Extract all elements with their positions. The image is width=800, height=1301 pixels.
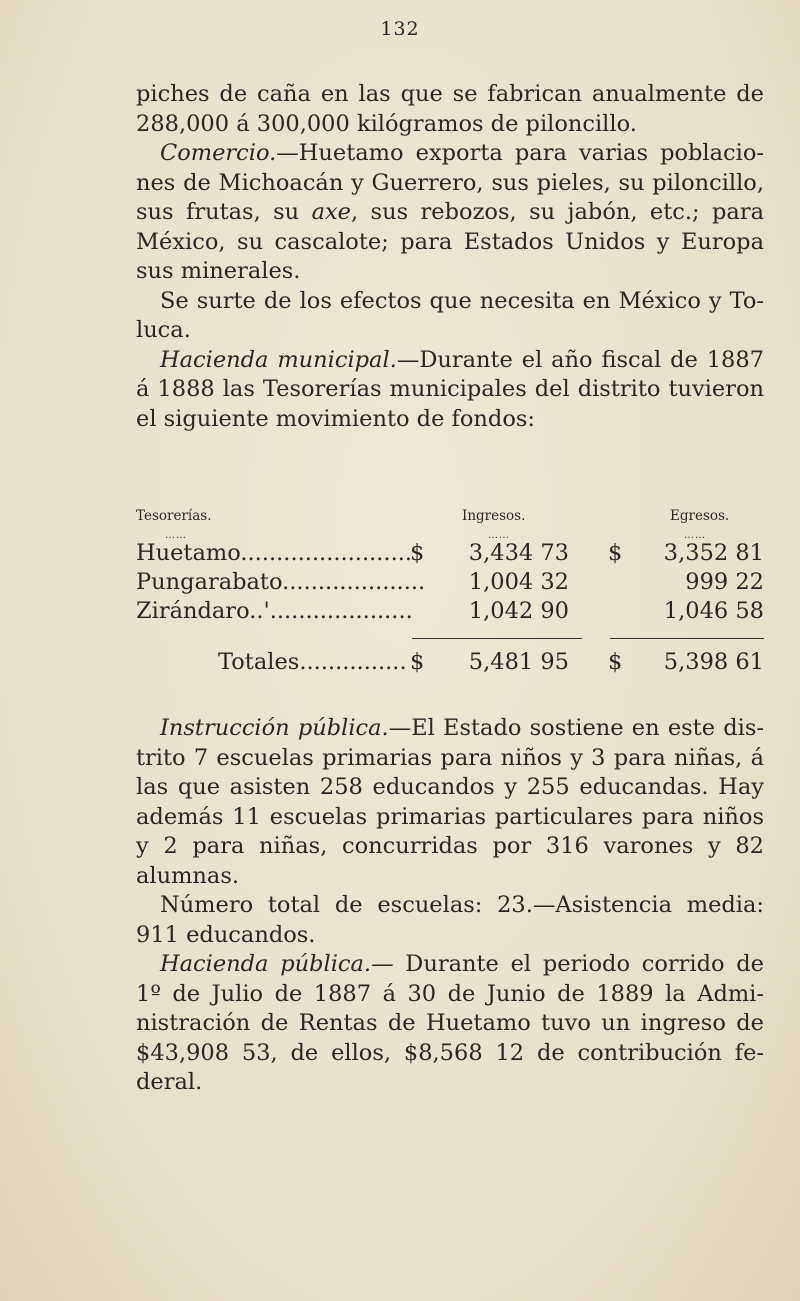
dot-leaders: ...............: [299, 649, 407, 675]
dot-leaders: ..'....................: [249, 598, 413, 624]
total-ingresos: 5,481 95: [468, 649, 569, 675]
header-egresos: Egresos.: [670, 508, 730, 524]
ingresos-value: 1,042 90: [468, 598, 569, 624]
paragraph-text: piches de caña en las que se fabrican anualmente de 288,000 á 300,000 kilógramos de piloncillo.: [136, 81, 764, 137]
text-block-bottom: [136, 714, 764, 1098]
currency-sign: $: [608, 540, 623, 566]
sum-rule: [610, 638, 764, 639]
totals-row: [136, 649, 764, 678]
row-name-text: Pungarabato: [136, 569, 283, 595]
header-ornament: ……: [488, 530, 510, 541]
header-ornament: ……: [684, 530, 706, 541]
paragraph: [136, 891, 764, 950]
dot-leaders: ........................: [240, 540, 413, 566]
totals-label-text: Totales: [218, 649, 300, 675]
currency-sign: $: [608, 649, 623, 675]
egresos-value: 3,352 81: [663, 540, 764, 566]
total-egresos: 5,398 61: [663, 649, 764, 675]
section-heading: Hacienda municipal.: [160, 346, 397, 373]
paragraph-instruccion-publica: [136, 714, 764, 891]
sum-rule: [412, 638, 582, 639]
text-block-top: [136, 80, 764, 434]
header-ingresos: Ingresos.: [462, 508, 526, 524]
egresos-value: 1,046 58: [663, 598, 764, 624]
paragraph-comercio: [136, 139, 764, 287]
paragraph-text: —Durante el año fiscal de 1887 á 1888 las Tesorerías municipales del distrito tuvieron el siguiente movimiento de fondos:: [136, 346, 764, 432]
section-heading: Comercio.: [160, 140, 277, 166]
paragraph: [136, 287, 764, 346]
table-row: [136, 569, 764, 598]
totals-label: [218, 649, 407, 675]
row-name: [136, 569, 425, 595]
table-row: [136, 540, 764, 569]
paragraph: [136, 80, 764, 139]
ingresos-value: 1,004 32: [468, 569, 569, 595]
paragraph-text: Se surte de los efectos que necesita en México y Toluca.: [136, 287, 764, 343]
section-heading: Hacienda pública.: [160, 951, 372, 977]
paragraph-hacienda-publica: [136, 950, 764, 1098]
paragraph-hacienda-municipal: [136, 346, 764, 435]
paragraph-text: — Durante el periodo corrido de 1º de Julio de 1887 á 30 de Junio de 1889 la Administración de Rentas de Huetamo tuvo un ingreso de $43,908 53, de ellos, $8,568 12 de contribución federal.: [136, 951, 765, 1095]
header-tesorerias: Tesorerías.: [136, 508, 212, 524]
italic-term: axe: [311, 199, 351, 225]
page-number: 132: [380, 18, 420, 40]
funds-table: [136, 508, 764, 678]
sum-rules: [136, 627, 764, 649]
ingresos-value: 3,434 73: [468, 540, 569, 566]
currency-sign: $: [410, 540, 425, 566]
dot-leaders: ....................: [282, 569, 426, 595]
currency-sign: $: [410, 649, 425, 675]
row-name-text: Huetamo: [136, 540, 241, 566]
table-row: [136, 598, 764, 627]
paragraph-text: , sus rebozos, su jabón, etc.; para México, su cascalote; para Estados Unidos y Europa sus minerales.: [136, 199, 764, 284]
paragraph-text: —Huetamo exporta para varias poblaciones de Michoacán y Guerrero, sus pieles, su piloncillo, sus frutas, su: [136, 140, 764, 225]
header-ornament: ……: [165, 530, 187, 541]
paragraph-text: —El Estado sostiene en este distrito 7 escuelas primarias para niños y 3 para niñas, á las que asisten 258 educandos y 255 educandas. Hay además 11 escuelas primarias particulares para niños y 2 para niñas, concurridas por 316 varones y 82 alumnas.: [136, 715, 764, 889]
row-name: [136, 540, 412, 566]
table-header: [136, 508, 764, 541]
egresos-value: 999 22: [685, 569, 764, 595]
row-name: [136, 598, 413, 624]
section-heading: Instrucción pública.: [160, 715, 389, 741]
paragraph-text: Número total de escuelas: 23.—Asistencia media: 911 educandos.: [136, 892, 764, 948]
row-name-text: Zirándaro: [136, 598, 250, 624]
